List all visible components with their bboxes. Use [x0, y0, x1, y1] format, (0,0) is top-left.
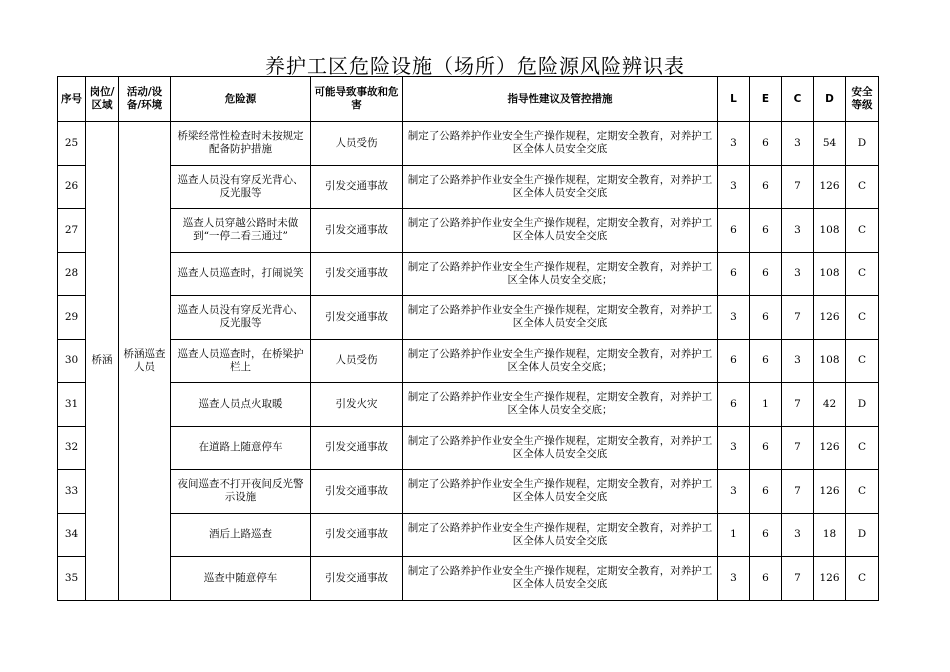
row-no: 34	[58, 513, 86, 557]
c-value: 7	[782, 165, 814, 209]
e-value: 6	[750, 470, 782, 514]
measure-cell: 制定了公路养护作业安全生产操作规程，定期安全教育，对养护工区全体人员安全交底	[403, 296, 718, 340]
hazard-cell: 在道路上随意停车	[171, 426, 311, 470]
measure-cell: 制定了公路养护作业安全生产操作规程，定期安全教育，对养护工区全体人员安全交底；	[403, 339, 718, 383]
level-value: D	[846, 383, 879, 427]
level-value: C	[846, 470, 879, 514]
row-no: 30	[58, 339, 86, 383]
hazard-cell: 巡查中随意停车	[171, 557, 311, 601]
table-row	[58, 557, 879, 601]
table-row	[58, 296, 879, 340]
table-row	[58, 252, 879, 296]
harm-cell: 人员受伤	[311, 339, 403, 383]
area-cell: 桥涵	[86, 122, 119, 601]
harm-cell: 引发交通事故	[311, 513, 403, 557]
level-value: C	[846, 209, 879, 253]
l-value: 3	[718, 122, 750, 166]
c-value: 3	[782, 122, 814, 166]
row-no: 25	[58, 122, 86, 166]
e-value: 6	[750, 209, 782, 253]
hazard-cell: 巡查人员巡查时，打闹说笑	[171, 252, 311, 296]
d-value: 126	[814, 426, 846, 470]
table-row	[58, 165, 879, 209]
row-no: 33	[58, 470, 86, 514]
l-value: 3	[718, 426, 750, 470]
d-value: 108	[814, 339, 846, 383]
measure-cell: 制定了公路养护作业安全生产操作规程，定期安全教育，对养护工区全体人员安全交底	[403, 122, 718, 166]
header-measure: 指导性建议及管控措施	[403, 77, 718, 122]
level-value: C	[846, 165, 879, 209]
table-row	[58, 122, 879, 166]
header-level: 安全等级	[846, 77, 879, 122]
level-value: C	[846, 339, 879, 383]
level-value: D	[846, 122, 879, 166]
header-c: C	[782, 77, 814, 122]
l-value: 6	[718, 209, 750, 253]
e-value: 6	[750, 339, 782, 383]
level-value: C	[846, 252, 879, 296]
page-title: 养护工区危险设施（场所）危险源风险辨识表	[265, 54, 685, 78]
level-value: C	[846, 296, 879, 340]
hazard-cell: 巡查人员穿越公路时未做到“一停二看三通过”	[171, 209, 311, 253]
header-no: 序号	[58, 77, 86, 122]
e-value: 6	[750, 122, 782, 166]
hazard-cell: 巡查人员没有穿反光背心、反光服等	[171, 296, 311, 340]
hazard-cell: 夜间巡查不打开夜间反光警示设施	[171, 470, 311, 514]
header-activity: 活动/设备/环境	[119, 77, 171, 122]
l-value: 6	[718, 383, 750, 427]
measure-cell: 制定了公路养护作业安全生产操作规程，定期安全教育，对养护工区全体人员安全交底；	[403, 252, 718, 296]
row-no: 27	[58, 209, 86, 253]
measure-cell: 制定了公路养护作业安全生产操作规程，定期安全教育，对养护工区全体人员安全交底	[403, 513, 718, 557]
row-no: 31	[58, 383, 86, 427]
header-area: 岗位/区域	[86, 77, 119, 122]
l-value: 1	[718, 513, 750, 557]
row-no: 26	[58, 165, 86, 209]
table-row	[58, 426, 879, 470]
row-no: 32	[58, 426, 86, 470]
d-value: 126	[814, 557, 846, 601]
d-value: 108	[814, 209, 846, 253]
e-value: 6	[750, 296, 782, 340]
e-value: 6	[750, 252, 782, 296]
l-value: 3	[718, 470, 750, 514]
harm-cell: 引发交通事故	[311, 426, 403, 470]
row-no: 35	[58, 557, 86, 601]
c-value: 3	[782, 252, 814, 296]
c-value: 7	[782, 383, 814, 427]
e-value: 1	[750, 383, 782, 427]
l-value: 3	[718, 165, 750, 209]
c-value: 7	[782, 470, 814, 514]
d-value: 126	[814, 296, 846, 340]
table-row	[58, 339, 879, 383]
harm-cell: 引发交通事故	[311, 557, 403, 601]
level-value: C	[846, 426, 879, 470]
l-value: 3	[718, 296, 750, 340]
harm-cell: 引发火灾	[311, 383, 403, 427]
row-no: 29	[58, 296, 86, 340]
d-value: 126	[814, 165, 846, 209]
c-value: 3	[782, 339, 814, 383]
harm-cell: 引发交通事故	[311, 209, 403, 253]
header-d: D	[814, 77, 846, 122]
header-e: E	[750, 77, 782, 122]
harm-cell: 引发交通事故	[311, 296, 403, 340]
header-harm: 可能导致事故和危害	[311, 77, 403, 122]
level-value: D	[846, 513, 879, 557]
harm-cell: 人员受伤	[311, 122, 403, 166]
d-value: 54	[814, 122, 846, 166]
measure-cell: 制定了公路养护作业安全生产操作规程，定期安全教育，对养护工区全体人员安全交底	[403, 209, 718, 253]
d-value: 18	[814, 513, 846, 557]
hazard-cell: 巡查人员巡查时，在桥梁护栏上	[171, 339, 311, 383]
table-row	[58, 209, 879, 253]
e-value: 6	[750, 165, 782, 209]
hazard-cell: 桥梁经常性检查时未按规定配备防护措施	[171, 122, 311, 166]
l-value: 3	[718, 557, 750, 601]
table-row	[58, 383, 879, 427]
risk-table	[57, 76, 879, 601]
e-value: 6	[750, 557, 782, 601]
measure-cell: 制定了公路养护作业安全生产操作规程，定期安全教育，对养护工区全体人员安全交底	[403, 557, 718, 601]
header-l: L	[718, 77, 750, 122]
measure-cell: 制定了公路养护作业安全生产操作规程，定期安全教育，对养护工区全体人员安全交底；	[403, 383, 718, 427]
header-row	[58, 77, 879, 122]
c-value: 3	[782, 209, 814, 253]
c-value: 3	[782, 513, 814, 557]
hazard-cell: 酒后上路巡查	[171, 513, 311, 557]
harm-cell: 引发交通事故	[311, 252, 403, 296]
c-value: 7	[782, 296, 814, 340]
d-value: 126	[814, 470, 846, 514]
hazard-cell: 巡查人员点火取暖	[171, 383, 311, 427]
table-row	[58, 470, 879, 514]
level-value: C	[846, 557, 879, 601]
measure-cell: 制定了公路养护作业安全生产操作规程，定期安全教育，对养护工区全体人员安全交底	[403, 426, 718, 470]
c-value: 7	[782, 557, 814, 601]
hazard-cell: 巡查人员没有穿反光背心、反光服等	[171, 165, 311, 209]
header-hazard: 危险源	[171, 77, 311, 122]
harm-cell: 引发交通事故	[311, 470, 403, 514]
table-row	[58, 513, 879, 557]
d-value: 42	[814, 383, 846, 427]
harm-cell: 引发交通事故	[311, 165, 403, 209]
e-value: 6	[750, 426, 782, 470]
row-no: 28	[58, 252, 86, 296]
l-value: 6	[718, 339, 750, 383]
l-value: 6	[718, 252, 750, 296]
d-value: 108	[814, 252, 846, 296]
measure-cell: 制定了公路养护作业安全生产操作规程，定期安全教育，对养护工区全体人员安全交底	[403, 165, 718, 209]
activity-cell: 桥涵巡查人员	[119, 122, 171, 601]
measure-cell: 制定了公路养护作业安全生产操作规程，定期安全教育，对养护工区全体人员安全交底	[403, 470, 718, 514]
c-value: 7	[782, 426, 814, 470]
e-value: 6	[750, 513, 782, 557]
